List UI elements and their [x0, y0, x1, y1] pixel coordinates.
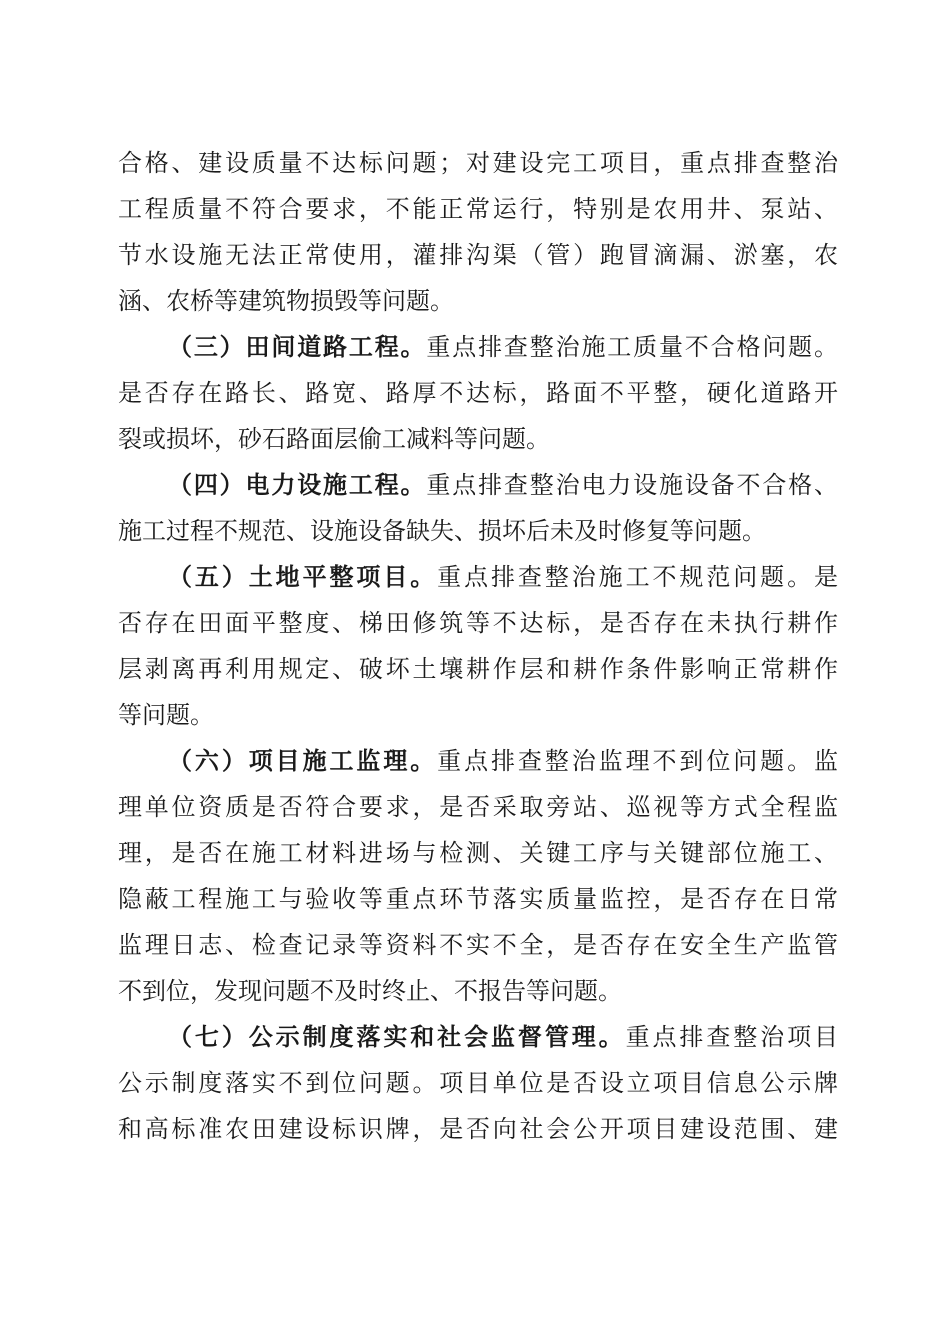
- section-heading: （四）电力设施工程。: [168, 471, 427, 499]
- text-span: 重点排查整治电力设施设备不合格、: [426, 471, 839, 499]
- text-line: [118, 554, 838, 600]
- text-line: 否存在田面平整度、梯田修筑等不达标，是否存在未执行耕作: [118, 609, 838, 637]
- paragraph-section-6: [118, 738, 838, 1014]
- text-line: 施工过程不规范、设施设备缺失、损坏后未及时修复等问题。: [118, 517, 766, 545]
- text-line: 合格、建设质量不达标问题；对建设完工项目，重点排查整治: [118, 149, 838, 177]
- section-heading: （七）公示制度落实和社会监督管理。: [168, 1023, 626, 1051]
- text-line: 层剥离再利用规定、破坏土壤耕作层和耕作条件影响正常耕作: [118, 655, 838, 683]
- text-line: 理单位资质是否符合要求，是否采取旁站、巡视等方式全程监: [118, 793, 838, 821]
- text-line: 隐蔽工程施工与验收等重点环节落实质量监控，是否存在日常: [118, 885, 838, 913]
- text-span: 重点排查整治施工不规范问题。是: [437, 563, 839, 591]
- text-line: 节水设施无法正常使用，灌排沟渠（管）跑冒滴漏、淤塞，农: [118, 241, 838, 269]
- paragraph-section-5: [118, 554, 838, 738]
- paragraph-section-3: [118, 324, 838, 462]
- text-line: 等问题。: [118, 701, 214, 729]
- text-line: 不到位，发现问题不及时终止、不报告等问题。: [118, 977, 622, 1005]
- text-span: 重点排查整治施工质量不合格问题。: [426, 333, 839, 361]
- text-line: [118, 324, 838, 370]
- text-line: 公示制度落实不到位问题。项目单位是否设立项目信息公示牌: [118, 1069, 838, 1097]
- text-line: 涵、农桥等建筑物损毁等问题。: [118, 287, 454, 315]
- text-line: 工程质量不符合要求，不能正常运行，特别是农用井、泵站、: [118, 195, 838, 223]
- paragraph-section-4: [118, 462, 838, 554]
- text-span: 重点排查整治项目: [625, 1023, 839, 1051]
- text-line: [118, 738, 838, 784]
- section-heading: （六）项目施工监理。: [168, 747, 438, 775]
- text-line: 裂或损坏，砂石路面层偷工减料等问题。: [118, 425, 550, 453]
- text-line: [118, 462, 838, 508]
- text-line: [118, 1014, 838, 1060]
- text-line: 理，是否在施工材料进场与检测、关键工序与关键部位施工、: [118, 839, 838, 867]
- text-line: 和高标准农田建设标识牌，是否向社会公开项目建设范围、建: [118, 1115, 838, 1143]
- text-line: 监理日志、检查记录等资料不实不全，是否存在安全生产监管: [118, 931, 838, 959]
- paragraph-section-7: [118, 1014, 838, 1152]
- document-body: [118, 140, 838, 1152]
- section-heading: （五）土地平整项目。: [168, 563, 438, 591]
- section-heading: （三）田间道路工程。: [168, 333, 427, 361]
- paragraph-continued: [118, 140, 838, 324]
- text-line: 是否存在路长、路宽、路厚不达标，路面不平整，硬化道路开: [118, 379, 838, 407]
- text-span: 重点排查整治监理不到位问题。监: [437, 747, 839, 775]
